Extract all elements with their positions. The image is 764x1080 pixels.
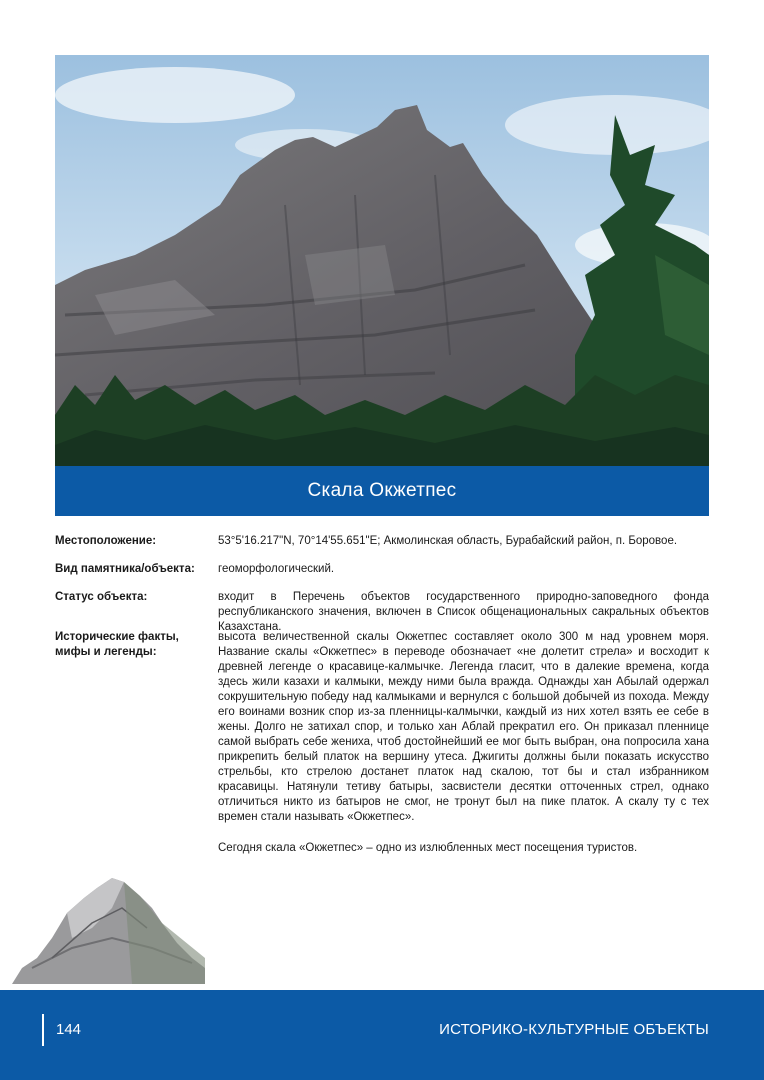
info-paragraph: высота величественной скалы Окжетпес составляет около 300 м над уровнем моря. Название скалы «Окжетпес» в переводе обозначает «не долетит стрела» и восходит к древней легенде о красавице-калмычке. Легенда гласит, что в далекие времена, когда здесь жили казахи и калмыки, между ними была вражда. Однажды хан Абылай одержал сокрушительную победу над калмыками и вернулся с большой добычей из похода. Между его воинами возник спор из-за пленницы-калмычки, каждый из них хотел взять ее себе в жены. Долго не затихал спор, и только хан Аблай прекратил его. Он приказал пленнице самой выбрать себе жениха, чтоб достойнейший ее мог быть выбран, она попросила хана прикрепить белый платок на вершину утеса. Джигиты должны были показать искусство стрельбы, кто стрелою достанет платок над скалою, тот бы и стал избранником красавицы. Натянули тетиву батыры, засвистели десятки отточенных стрел, однако отличиться никто из батыров не смог, не тронут был на пике платок. А скалу ту с тех времен стали называть «Окжетпес». <box>218 631 709 823</box>
info-value <box>218 630 709 856</box>
info-label: Исторические факты, мифы и легенды: <box>55 631 179 658</box>
footer <box>0 990 764 1080</box>
rock-photo <box>55 55 709 466</box>
title-bar <box>55 466 709 516</box>
info-label: Статус объекта: <box>55 591 148 603</box>
page-number: 144 <box>56 1021 82 1038</box>
info-paragraph: Сегодня скала «Окжетпес» – одно из излюбленных мест посещения туристов. <box>218 842 638 854</box>
info-label: Местоположение: <box>55 535 157 547</box>
info-label: Вид памятника/объекта: <box>55 563 195 575</box>
info-paragraph: 53°5'16.217"N, 70°14'55.651"E; Акмолинская область, Бурабайский район, п. Боровое. <box>218 535 678 547</box>
rock-thumbnail-image <box>12 868 205 984</box>
section-name: ИСТОРИКО-КУЛЬТУРНЫЕ ОБЪЕКТЫ <box>439 1021 709 1038</box>
info-paragraph: геоморфологический. <box>218 563 335 575</box>
info-value <box>218 534 709 549</box>
page-title: Скала Окжетпес <box>307 480 457 501</box>
footer-divider <box>42 1014 44 1046</box>
info-paragraph: входит в Перечень объектов государственного природно-заповедного фонда республиканского значения, включен в Список общенациональных сакральных объектов Казахстана. <box>218 591 709 633</box>
info-value <box>218 590 709 635</box>
info-value <box>218 562 709 577</box>
